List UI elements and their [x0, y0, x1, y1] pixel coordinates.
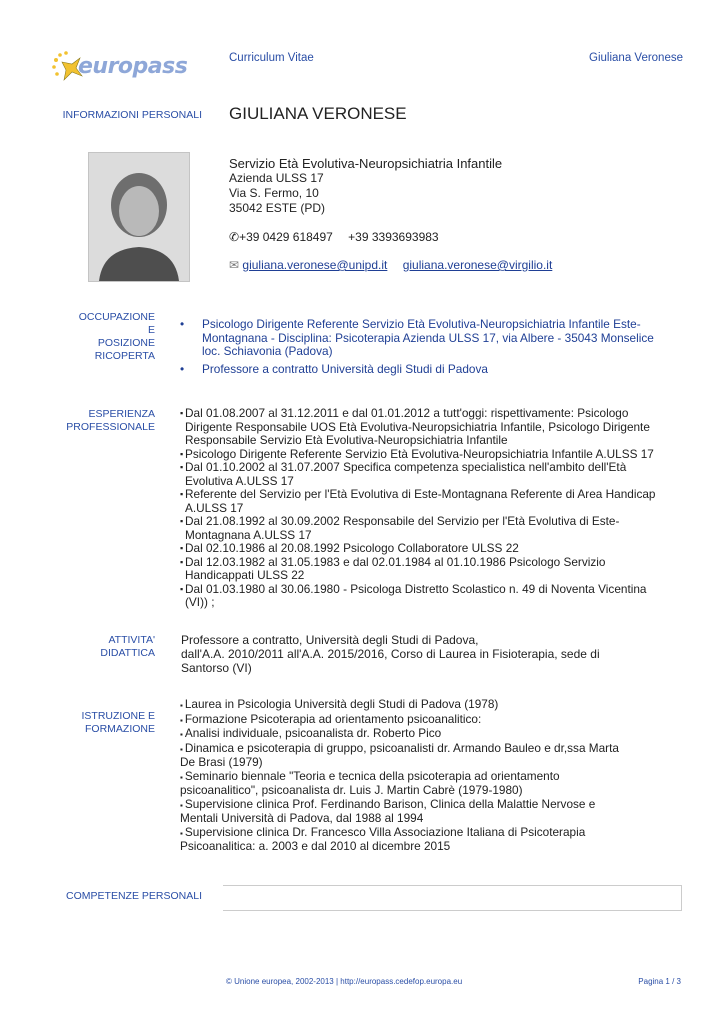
list-item: • Professore a contratto Università degli Studi di Padova — [180, 361, 488, 376]
list-item: ▪ Analisi individuale, psicoanalista dr. Roberto Pico — [180, 726, 442, 740]
list-item: • Psicologo Dirigente Referente Servizio Età Evolutiva-Neuropsichiatria Infantile Este-Montagnana - Disciplina: Psicoterapia Azienda ULSS 17, via Albere - 35043 Monselice loc. Schiavonia (Padova) — [180, 317, 654, 358]
footer-page-number: Pagina 1 / 3 — [638, 977, 681, 986]
list-item: ▪ Dinamica e psicoterapia di gruppo, psicoanalisti dr. Armando Bauleo e dr,ssa Marta De Brasi (1979) — [180, 740, 619, 769]
list-item: ▪ Referente del Servizio per l'Età Evolutiva di Este-Montagnana Referente di Area Handicap A.ULSS 17 — [180, 487, 656, 515]
address-line-street: Via S. Fermo, 10 — [229, 186, 319, 200]
list-item: ▪ Psicologo Dirigente Referente Servizio Età Evolutiva-Neuropsichiatria Infantile A.ULSS 17 — [180, 446, 654, 461]
list-item: ▪ Supervisione clinica Prof. Ferdinando Barison, Clinica della Malattie Nervose e Mentali Università di Padova, dal 1988 al 1994 — [180, 796, 596, 825]
footer-copyright: © Unione europea, 2002-2013 | http://europass.cedefop.europa.eu — [226, 977, 463, 986]
europass-logo — [50, 48, 188, 84]
list-item: ▪ Supervisione clinica Dr. Francesco Villa Associazione Italiana di Psicoterapia Psicoanalitica: a. 2003 e dal 2010 al dicembre 2015 — [180, 824, 586, 853]
phone-number-2: +39 3393693983 — [348, 230, 439, 244]
education-list — [180, 698, 620, 854]
list-item: ▪ Dal 01.03.1980 al 30.06.1980 - Psicologa Distretto Scolastico n. 49 di Noventa Vicentina (VI)) ; — [180, 581, 647, 609]
email-link-1[interactable]: giuliana.veronese@unipd.it — [242, 258, 388, 272]
section-label-teaching: ATTIVITA' DIDATTICA — [100, 634, 155, 659]
section-label-occupation: OCCUPAZIONE E POSIZIONE RICOPERTA — [78, 311, 155, 362]
teaching-line-2: dall'A.A. 2010/2011 all'A.A. 2015/2016, Corso di Laurea in Fisioterapia, sede di Santorso (VI) — [181, 647, 600, 675]
address-line-org: Azienda ULSS 17 — [229, 171, 324, 185]
list-item: ▪ Dal 21.08.1992 al 30.09.2002 Responsabile del Servizio per l'Età Evolutiva di Este-Montagnana A.ULSS 17 — [180, 514, 620, 542]
section-label-experience: ESPERIENZA PROFESSIONALE — [66, 408, 155, 433]
header-title: Curriculum Vitae — [229, 52, 314, 64]
section-label-education: ISTRUZIONE E FORMAZIONE — [81, 710, 155, 735]
person-name: GIULIANA VERONESE — [229, 104, 407, 123]
header-name: Giuliana Veronese — [589, 52, 683, 64]
experience-list — [180, 407, 660, 610]
list-item: ▪ Dal 01.10.2002 al 31.07.2007 Specifica competenza specialistica nell'ambito dell'Età Evolutiva A.ULSS 17 — [180, 460, 627, 488]
list-item: ▪ Dal 01.08.2007 al 31.12.2011 e dal 01.01.2012 a tutt'oggi: rispettivamente: Psicologo Dirigente Responsabile UOS Età Evolutiva-Neuropsichiatria Infantile, Psicologo Dirigente Responsabile Servizio Età Evolutiva-Neuropsichiatria Infantile — [180, 406, 650, 447]
phone-row — [229, 230, 439, 244]
list-item: ▪ Dal 12.03.1982 al 31.05.1983 e dal 02.01.1984 al 01.10.1986 Psicologo Servizio Handicappati ULSS 22 — [180, 554, 606, 582]
email-link-2[interactable]: giuliana.veronese@virgilio.it — [402, 258, 553, 272]
email-icon: ✉ — [229, 258, 240, 272]
address-block — [229, 156, 502, 216]
teaching-line-1: Professore a contratto, Università degli Studi di Padova, — [181, 633, 479, 647]
list-item: ▪ Laurea in Psicologia Università degli Studi di Padova (1978) — [180, 697, 499, 711]
europass-wordmark: europass — [78, 54, 188, 79]
email-row — [229, 258, 552, 272]
profile-photo — [88, 152, 190, 282]
phone-number-1: +39 0429 618497 — [239, 230, 333, 244]
occupation-list — [180, 318, 660, 380]
skills-frame — [223, 885, 682, 911]
section-label-skills: COMPETENZE PERSONALI — [66, 890, 202, 902]
list-item: ▪ Seminario biennale "Teoria e tecnica della psicoterapia ad orientamento psicoanalitico", psicoanalista dr. Luis J. Martin Cabrè (1979-1980) — [180, 768, 560, 797]
address-line-service: Servizio Età Evolutiva-Neuropsichiatria Infantile — [229, 156, 503, 171]
list-item: ▪ Formazione Psicoterapia ad orientamento psicoanalitico: — [180, 711, 482, 726]
phone-icon: ✆ — [229, 230, 240, 244]
address-line-city: 35042 ESTE (PD) — [229, 201, 326, 215]
teaching-block — [181, 633, 631, 675]
list-item: ▪ Dal 02.10.1986 al 20.08.1992 Psicologo Collaboratore ULSS 22 — [180, 541, 519, 555]
section-label-personal: INFORMAZIONI PERSONALI — [62, 109, 202, 121]
